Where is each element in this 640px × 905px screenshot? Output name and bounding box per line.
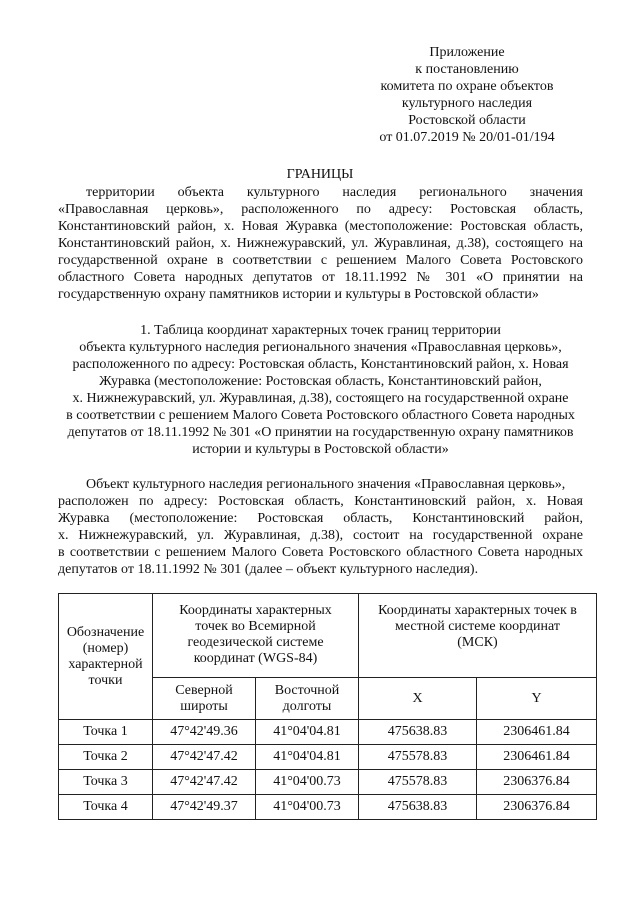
cell-point: Точка 3 [59,770,153,795]
description-paragraph [58,477,583,579]
table-heading-line: в соответствии с решением Малого Совета Ростовского областного Совета народных [66,408,575,423]
table-header-row [59,594,597,678]
table-row [59,745,597,770]
table-row [59,720,597,745]
table-row [59,795,597,820]
appendix-line: к постановлению [415,62,519,77]
description-line: Журавка (местоположение: Ростовская область, Константиновский район, [58,511,583,526]
intro-paragraph [58,185,583,304]
cell-x: 475638.83 [359,795,477,820]
header-designation: Обозначение (номер) характерной точки [59,594,153,720]
cell-north: 47°42'47.42 [153,770,256,795]
cell-y: 2306461.84 [477,745,597,770]
table-heading-line: объекта культурного наследия регионального значения «Православная церковь», [79,340,562,355]
cell-point: Точка 2 [59,745,153,770]
table-heading-line: Журавка (местоположение: Ростовская область, Константиновский район, [99,374,542,389]
cell-x: 475578.83 [359,745,477,770]
table-row [59,770,597,795]
intro-line: Константиновский район, х. Нижнежуравский, ул. Журавлиная, д.38), состоящего на [58,236,583,251]
intro-line: государственную охрану памятников истории и культуры в Ростовской области» [58,287,539,302]
cell-north: 47°42'49.36 [153,720,256,745]
appendix-line: Приложение [429,45,505,60]
appendix-block [352,44,582,146]
subheader-x: X [359,678,477,720]
cell-north: 47°42'49.37 [153,795,256,820]
description-line: расположен по адресу: Ростовская область, Константиновский район, х. Новая [58,494,583,509]
cell-east: 41°04'00.73 [256,795,359,820]
description-line: Объект культурного наследия регионального значения «Православная церковь», [86,477,566,492]
cell-y: 2306376.84 [477,770,597,795]
intro-line: территории объекта культурного наследия регионального значения [86,185,583,200]
header-wgs84: Координаты характерных точек во Всемирной геодезической системе координат (WGS-84) [153,594,359,678]
description-line: депутатов от 18.11.1992 № 301 (далее – объект культурного наследия). [58,562,479,577]
cell-y: 2306376.84 [477,795,597,820]
subheader-east-longitude: Восточной долготы [256,678,359,720]
cell-x: 475578.83 [359,770,477,795]
table-heading-line: х. Нижнежуравский, ул. Журавлиная, д.38), состоящего на государственной охране [72,391,569,406]
cell-north: 47°42'47.42 [153,745,256,770]
appendix-line: культурного наследия [401,96,533,111]
intro-line: государственной охране в соответствии с решением Малого Совета Ростовского [58,253,583,268]
description-line: х. Нижнежуравский, ул. Журавлиная, д.38), состоит на государственной охране [58,528,583,543]
subheader-y: Y [477,678,597,720]
cell-point: Точка 4 [59,795,153,820]
cell-y: 2306461.84 [477,720,597,745]
table-heading-line: истории и культуры в Ростовской области» [192,442,449,457]
intro-line: Константиновский район, х. Новая Журавка (местоположение: Ростовская область, [58,219,583,234]
subheader-north-latitude: Северной широты [153,678,256,720]
appendix-line: Ростовской области [408,113,526,128]
cell-point: Точка 1 [59,720,153,745]
appendix-line: комитета по охране объектов [380,79,554,94]
table-heading [58,323,583,459]
cell-east: 41°04'04.81 [256,745,359,770]
intro-line: областного Совета народных депутатов от 18.11.1992 № 301 «О принятии на [58,270,583,285]
cell-east: 41°04'00.73 [256,770,359,795]
description-line: в соответствии с решением Малого Совета Ростовского областного Совета народных [58,545,583,560]
cell-east: 41°04'04.81 [256,720,359,745]
document-title: ГРАНИЦЫ [286,167,354,182]
coordinates-table [58,593,597,820]
intro-line: «Православная церковь», расположенного по адресу: Ростовская область, [58,202,583,217]
appendix-line: от 01.07.2019 № 20/01-01/194 [379,130,555,145]
table-heading-line: расположенного по адресу: Ростовская область, Константиновский район, х. Новая [72,357,569,372]
table-heading-line: 1. Таблица координат характерных точек границ территории [140,323,501,338]
table-heading-line: депутатов от 18.11.1992 № 301 «О принятии на государственную охрану памятников [67,425,574,440]
cell-x: 475638.83 [359,720,477,745]
header-msk: Координаты характерных точек в местной системе координат (МСК) [359,594,597,678]
